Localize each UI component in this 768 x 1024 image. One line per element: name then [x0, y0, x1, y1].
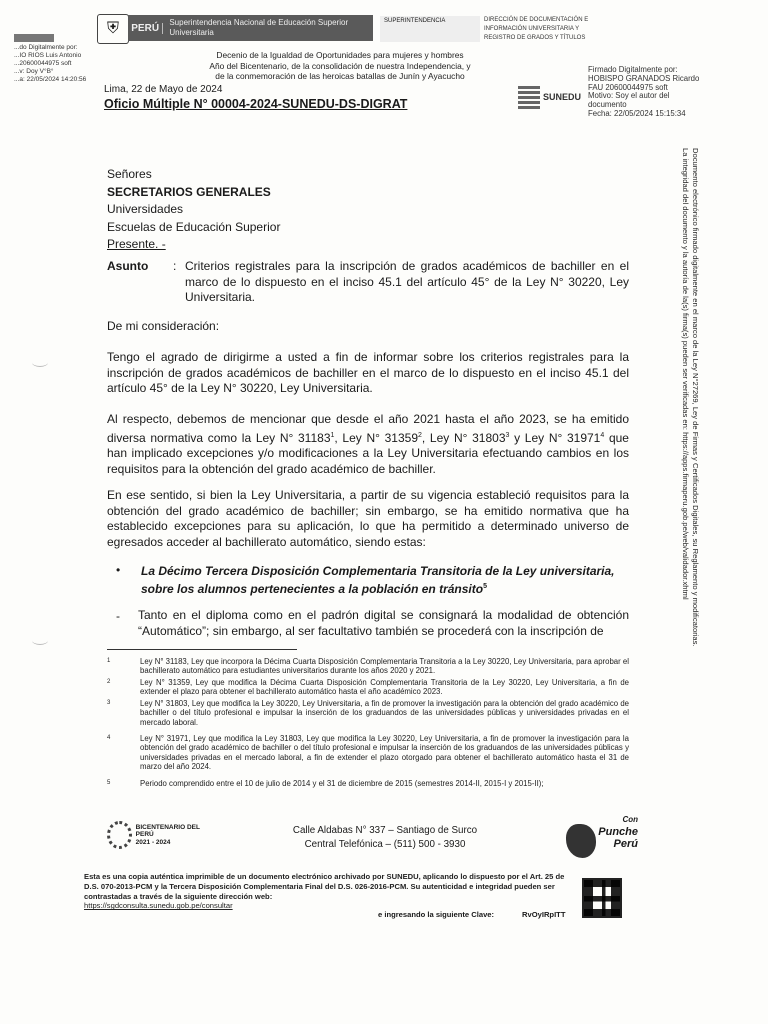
sig-line: Firmado Digitalmente por: — [588, 65, 678, 74]
hole-punch-mark — [32, 358, 48, 367]
asunto-label: Asunto — [107, 259, 149, 273]
bicentenario-years: 2021 - 2024 — [135, 838, 171, 846]
stamp-mark — [14, 34, 54, 42]
con-punche-peru-logo: Con Punche Perú — [566, 814, 638, 860]
footnote: 5 Periodo comprendido entre el 10 de julio de 2014 y el 31 de diciembre de 2015 (semestres 2014-II, 2015-I y 2015-II); — [107, 779, 544, 788]
dash-mark: - — [116, 609, 120, 623]
address-line: Calle Aldabas N° 337 – Santiago de Surco — [292, 825, 478, 836]
addressee-senores: Señores — [107, 167, 152, 181]
stamp-line: ...v: Doy V°B° — [14, 68, 54, 75]
hole-punch-mark — [32, 636, 48, 645]
asunto-colon: : — [173, 259, 177, 273]
sig-line: Fecha: 22/05/2024 15:15:34 — [588, 108, 686, 118]
addressee-block — [107, 166, 280, 254]
address-line: Central Telefónica – (511) 500 - 3930 — [304, 838, 466, 850]
stamp-line: ...do Digitalmente por: — [14, 44, 78, 51]
sunedu-logo-text: SUNEDU — [543, 92, 582, 102]
vertical-signature-note — [680, 148, 700, 708]
decenio-line: Decenio de la Igualdad de Oportunidades para mujeres y hombres — [216, 50, 464, 60]
addressee-escuelas: Escuelas de Educación Superior — [107, 219, 281, 234]
decenio-line: de la conmemoración de las heroicas batallas de Junín y Ayacucho — [215, 71, 465, 81]
footnote: 4 Ley N° 31971, Ley que modifica la Ley 31803, Ley que modifica la Ley 30220, Ley Universitaria, a fin de promover la investigación para la obtención del grado académico de bachiller o del título profesional e impulsar la inserción de los graduandos de las universidades públicas y universidades privadas en el mercado laboral, a fin de extender el plazo otorgado para obtener el bachillerato automático hasta el 31 de marzo del año 2024. — [107, 734, 629, 772]
addressee-universidades: Universidades — [107, 202, 184, 216]
header-institution-bar — [128, 15, 373, 41]
right-signature-stamp — [588, 66, 728, 119]
sunedu-logo-icon — [518, 85, 540, 109]
left-signature-stamp — [14, 34, 94, 84]
oficio-number: Oficio Múltiple N° 00004-2024-SUNEDU-DS-DIGRAT — [104, 97, 408, 111]
sig-line: documento — [588, 100, 627, 110]
superintendencia-label: SUPERINTENDENCIA — [380, 16, 480, 42]
addressee-presente: Presente. - — [107, 237, 166, 251]
paragraph-2: Al respecto, debemos de mencionar que desde el año 2021 hasta el año 2023, se ha emitido diversa normativa como la Ley N° 31183$^1$, Ley N° 31359$^2$, Ley N° 31803$^3$ y Ley N° 31971$^4$ que han implicado excepciones y/o modificaciones a la Ley Universitaria efectuando cambios en los requisitos para la obtención del grado académico de bachiller. — [107, 412, 629, 476]
addressee-secretarios: SECRETARIOS GENERALES — [107, 184, 271, 199]
footnote: 3 Ley N° 31803, Ley que modifica la Ley 30220, Ley Universitaria, a fin de promover la investigación para la obtención del grado académico de bachiller o del título profesional e impulsar la inserción de los graduandos de las universidades públicas y universidades privadas en el mercado laboral. — [107, 699, 629, 727]
paragraph-3: En ese sentido, si bien la Ley Universitaria, a partir de su vigencia estableció requisitos para la obtención del grado académico de bachiller; sin embargo, se ha emitido normativa que ha establecido excepciones para su aplicación, lo que ha permitido a determinado universo de egresados acceder al bachillerato automático, siendo estas: — [107, 488, 629, 549]
stamp-line: ...a: 22/05/2024 14:20:56 — [14, 76, 87, 83]
asunto-text: Criterios registrales para la inscripción de grados académicos de bachiller en el marco de lo dispuesto en el inciso 45.1 del artículo 45° de la Ley N° 30220, Ley Universitaria. — [185, 259, 629, 304]
sunedu-name: Superintendencia Nacional de Educación Superior Universitaria — [169, 18, 349, 37]
greeting: De mi consideración: — [107, 319, 220, 333]
direccion-label: DIRECCIÓN DE DOCUMENTACIÓN E INFORMACIÓN UNIVERSITARIA Y REGISTRO DE GRADOS Y TÍTULOS — [484, 17, 589, 41]
authenticity-note — [84, 872, 574, 911]
stamp-line: ...20600044975 soft — [14, 60, 72, 67]
sig-line: HOBISPO GRANADOS Ricardo — [588, 73, 700, 83]
authenticity-text: Esta es una copia auténtica imprimible de un documento electrónico archivado por SUNEDU, aplicando lo dispuesto por el Art. 25 de D.S. 070-2013-PCM y la Tercera Disposición Complementaria Final del D.S. 026-2016-PCM. Su autenticidad e integridad pueden ser contrastadas a través de la siguiente dirección web: — [84, 872, 565, 901]
qr-code-icon — [582, 878, 622, 918]
bullet-text: La Décimo Tercera Disposición Complementaria Transitoria de la Ley universitaria, sobre los alumnos pertenecientes a la población en tránsito$^5$ — [141, 564, 615, 596]
vertical-note-line: La integridad del documento y la autoría de la(s) firma(s) pueden ser verificadas en: https://apps.firmaperu.gob.pe/web/validador.xhtml — [681, 148, 691, 600]
sunedu-logo — [518, 82, 586, 112]
coat-of-arms-icon: ⛨ — [97, 14, 129, 44]
peru-label: PERÚ — [128, 23, 163, 34]
sig-line: FAU 20600044975 soft — [588, 82, 668, 92]
clave-value: RvOyIRpITT — [522, 910, 566, 919]
paragraph-1: Tengo el agrado de dirigirme a usted a fin de informar sobre los criterios registrales para la inscripción de grados académicos de bachiller en el marco de lo dispuesto en el inciso 45.1 del artículo 45° de la Ley N° 30220, Ley Universitaria. — [107, 350, 629, 395]
dash-text: Tanto en el diploma como en el padrón digital se consignará la modalidad de obtención “Automático”; sin embargo, al ser facultativo también se procederá con la inscripción de — [138, 608, 629, 638]
stamp-line: ...IO RIOS Luis Antonio — [14, 52, 82, 59]
footer-address — [290, 824, 480, 851]
bicentenario-logo — [107, 818, 207, 852]
footnote-rule — [107, 649, 297, 650]
document-date: Lima, 22 de Mayo de 2024 — [104, 84, 223, 95]
decenio-line: Año del Bicentenario, de la consolidación de nuestra Independencia, y — [209, 60, 471, 71]
peru-map-icon — [566, 824, 596, 858]
decenio-header — [190, 50, 490, 82]
clave-label: e ingresando la siguiente Clave: — [378, 910, 495, 919]
verification-link[interactable]: https://sgdconsulta.sunedu.gob.pe/consultar — [84, 901, 233, 911]
bicentenario-text: BICENTENARIO DEL PERÚ — [135, 823, 200, 839]
sig-line: Motivo: Soy el autor del — [588, 91, 670, 101]
footnote: 2 Ley N° 31359, Ley que modifica la Décima Cuarta Disposición Complementaria Transitoria de la Ley 30220, Ley Universitaria, a fin de extender el plazo para obtener el bachillerato automático hasta el año académico 2023. — [107, 678, 629, 697]
vertical-note-line: Documento electrónico firmado digitalmente en el marco de la Ley N°27269, Ley de Firmas y Certificados Digitales, su Reglamento y modificatorias. — [691, 148, 700, 647]
footnote: 1 Ley N° 31183, Ley que incorpora la Décima Cuarta Disposición Complementaria Transitoria a la Ley 30220, Ley Universitaria, para aprobar el bachillerato automático para estudiantes universitarios durante los años 2020 y 2021. — [107, 657, 629, 676]
bullet-mark: • — [116, 563, 121, 577]
bicentenario-ring-icon — [107, 821, 132, 849]
